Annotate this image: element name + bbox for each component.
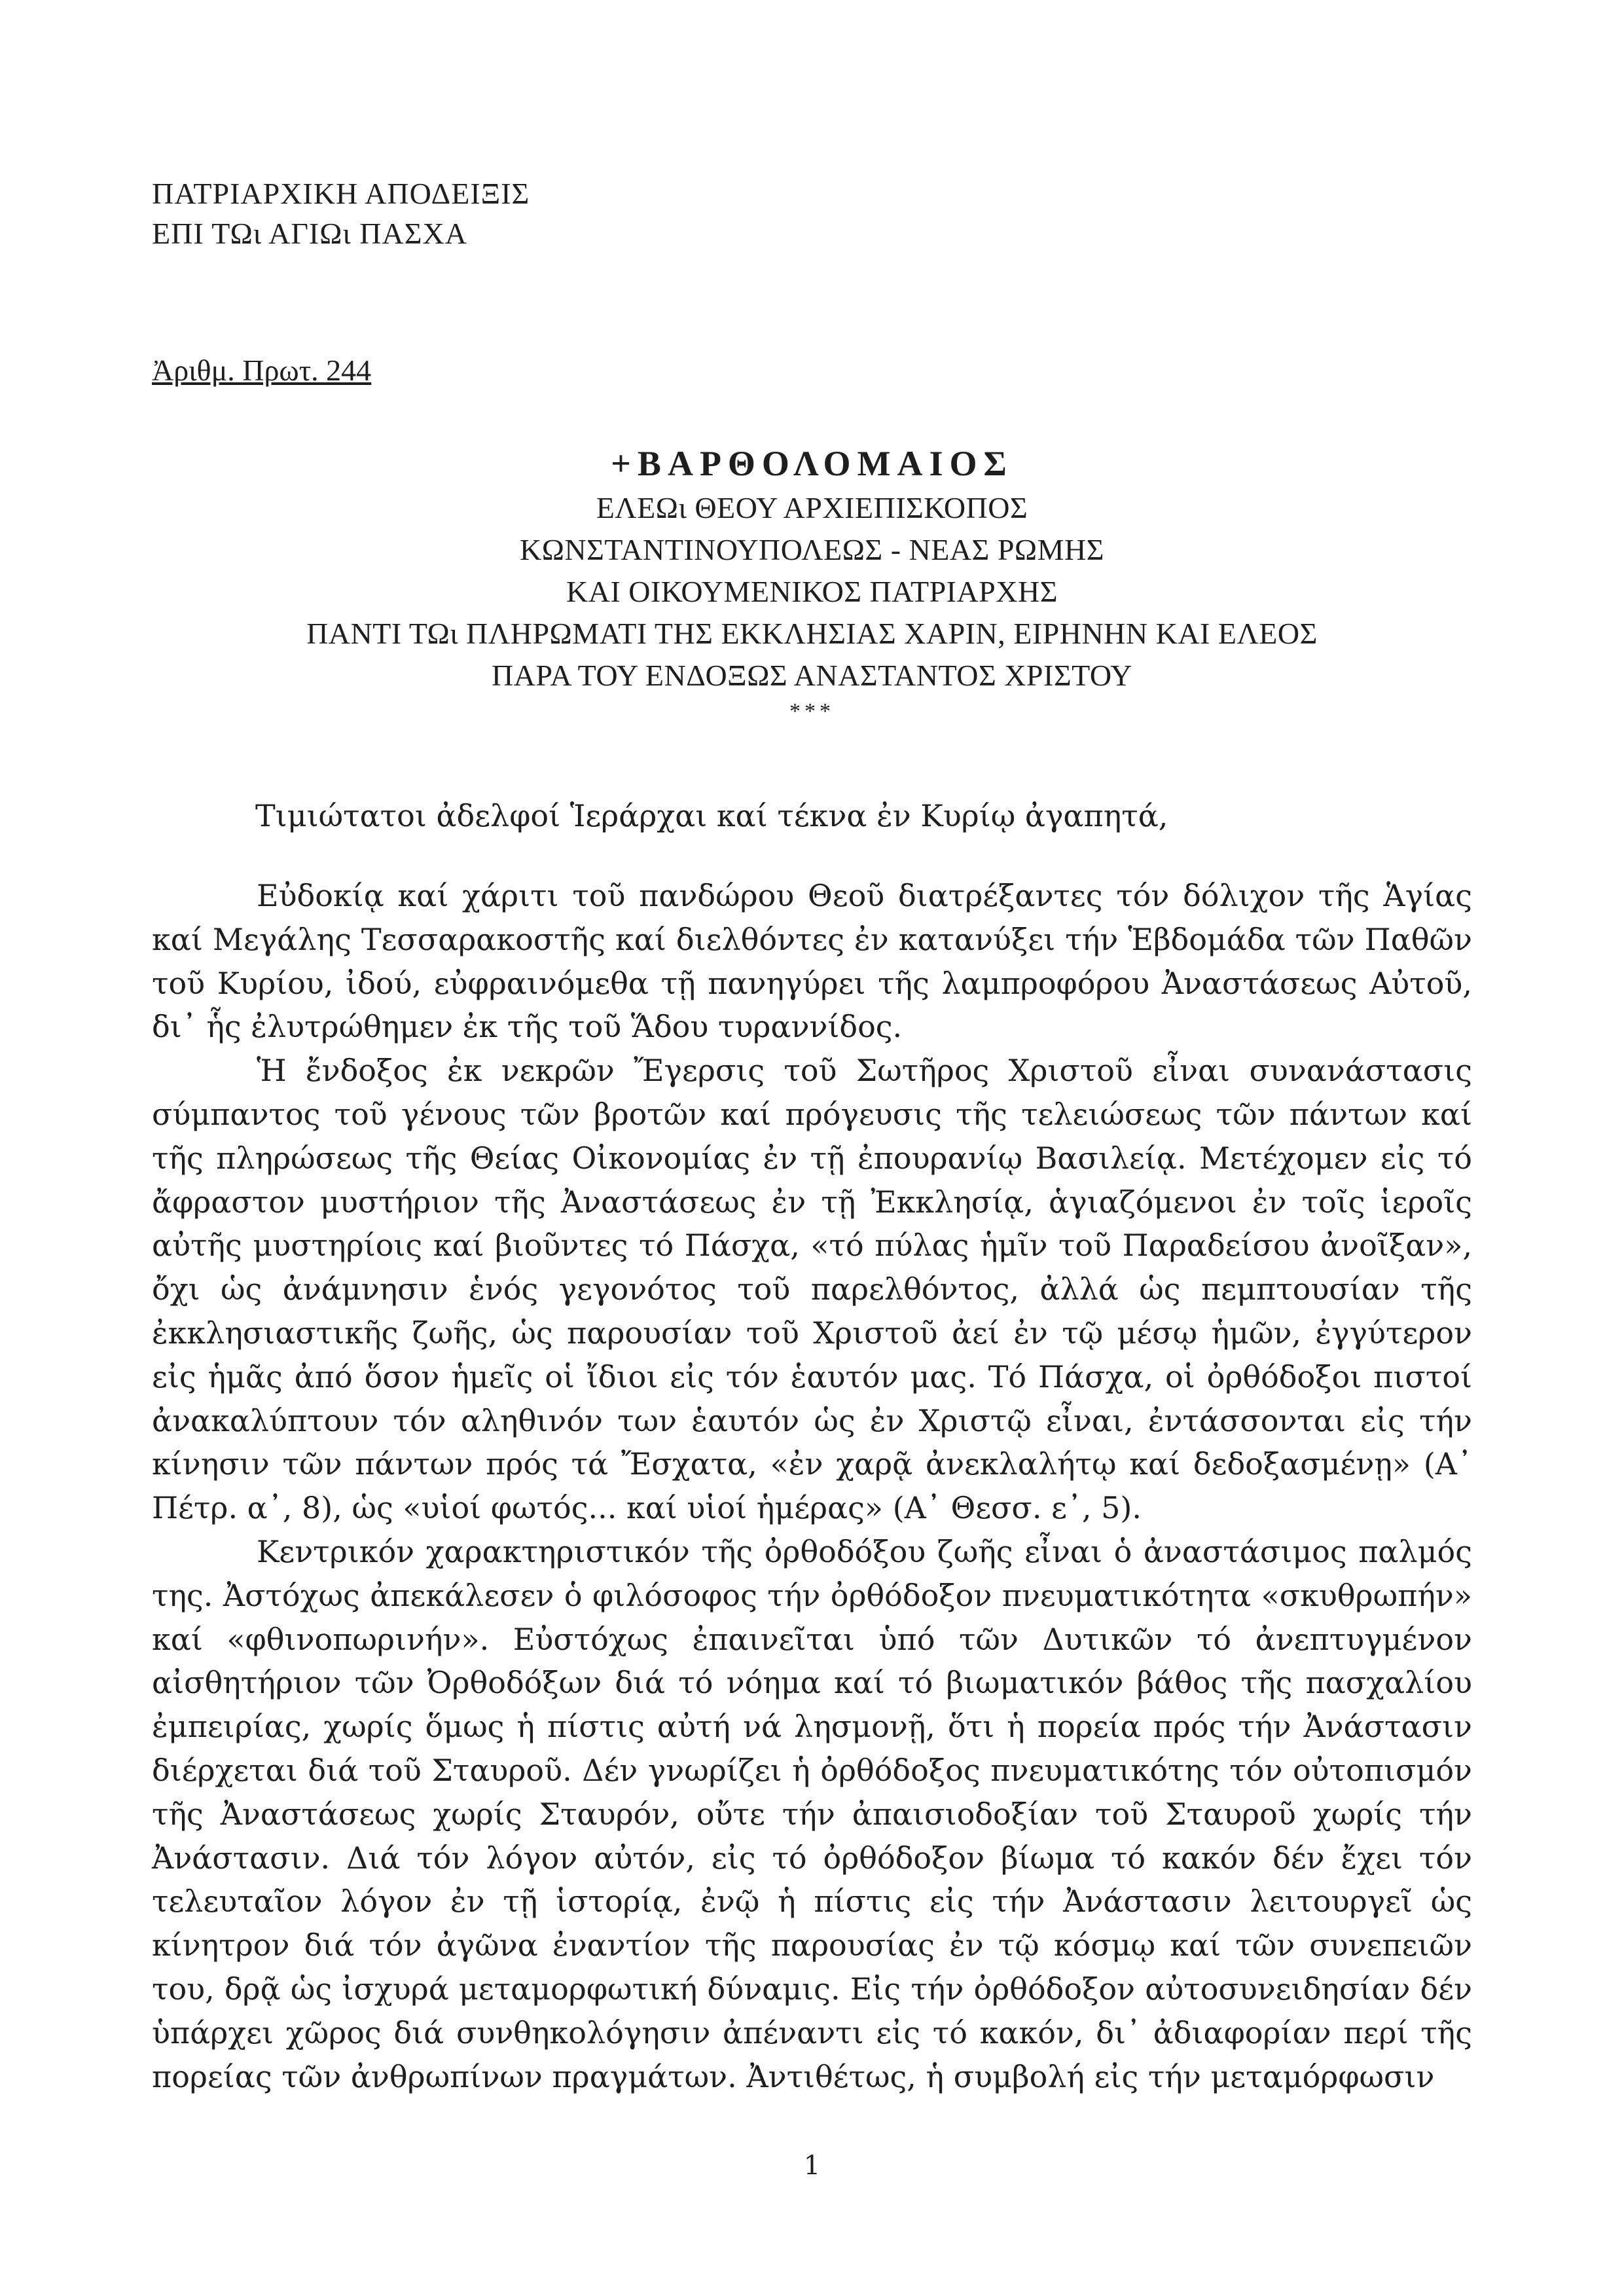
title-line-2: ΚΩΝΣΤΑΝΤΙΝΟΥΠΟΛΕΩΣ - ΝΕΑΣ ΡΩΜΗΣ — [520, 533, 1104, 566]
title-line-4: ΠΑΝΤΙ ΤΩι ΠΛΗΡΩΜΑΤΙ ΤΗΣ ΕΚΚΛΗΣΙΑΣ ΧΑΡΙΝ, ΕΙΡΗΝΗΝ ΚΑΙ ΕΛΕΟΣ — [306, 617, 1318, 650]
title-line-5: ΠΑΡΑ ΤΟΥ ΕΝΔΟΞΩΣ ΑΝΑΣΤΑΝΤΟΣ ΧΡΙΣΤΟΥ — [491, 659, 1133, 692]
stars-separator: *** — [789, 699, 835, 723]
document-type-line-2: ΕΠΙ ΤΩι ΑΓΙΩι ΠΑΣΧΑ — [152, 217, 467, 250]
page-number: 1 — [803, 2151, 821, 2181]
body-text — [152, 874, 1472, 2098]
patriarch-signature: +ΒΑΡΘΟΛΟΜΑΙΟΣ — [611, 444, 1013, 483]
paragraph-3: Κεντρικόν χαρακτηριστικόν τῆς ὀρθοδόξου ζωῆς εἶναι ὁ ἀναστάσιμος παλμός της. Ἀστόχως ἀπεκάλεσεν ὁ φιλόσοφος τήν ὀρθόδοξον πνευματικότητα «σκυθρωπήν» καί «φθινοπωρινήν». Εὐστόχως ἐπαινεῖται ὑπό τῶν Δυτικῶν τό ἀνεπτυγμένον αἰσθητήριον τῶν Ὀρθοδόξων διά τό νόημα καί τό βιωματικόν βάθος τῆς πασχαλίου ἐμπειρίας, χωρίς ὅμως ἡ πίστις αὐτή νά λησμονῇ, ὅτι ἡ πορεία πρός τήν Ἀνάστασιν διέρχεται διά τοῦ Σταυροῦ. Δέν γνωρίζει ἡ ὀρθόδοξος πνευματικότης τόν οὐτοπισμόν τῆς Ἀναστάσεως χωρίς Σταυρόν, οὔτε τήν ἀπαισιοδοξίαν τοῦ Σταυροῦ χωρίς τήν Ἀνάστασιν. Διά τόν λόγον αὐτόν, εἰς τό ὀρθόδοξον βίωμα τό κακόν δέν ἔχει τόν τελευταῖον λόγον ἐν τῇ ἱστορίᾳ, ἐνῷ ἡ πίστις εἰς τήν Ἀνάστασιν λειτουργεῖ ὡς κίνητρον διά τόν ἀγῶνα ἐναντίον τῆς παρουσίας ἐν τῷ κόσμῳ καί τῶν συνεπειῶν του, δρᾷ ὡς ἰσχυρά μεταμορφωτική δύναμις. Εἰς τήν ὀρθόδοξον αὐτοσυνειδησίαν δέν ὑπάρχει χῶρος διά συνθηκολόγησιν ἀπέναντι εἰς τό κακόν, δι᾽ ἀδιαφορίαν περί τῆς πορείας τῶν ἀνθρωπίνων πραγμάτων. Ἀντιθέτως, ἡ συμβολή εἰς τήν μεταμόρφωσιν — [152, 1533, 1472, 2094]
title-block — [196, 440, 1428, 727]
protocol-number: Ἀριθμ. Πρωτ. 244 — [152, 354, 372, 387]
document-type-line-1: ΠΑΤΡΙΑΡΧΙΚΗ ΑΠΟΔΕΙΞΙΣ — [152, 177, 530, 210]
paragraph-1: Εὐδοκίᾳ καί χάριτι τοῦ πανδώρου Θεοῦ διατρέξαντες τόν δόλιχον τῆς Ἁγίας καί Μεγάλης Τεσσαρακοστῆς καί διελθόντες ἐν κατανύξει τήν Ἑβδομάδα τῶν Παθῶν τοῦ Κυρίου, ἰδού, εὐφραινόμεθα τῇ πανηγύρει τῆς λαμπροφόρου Ἀναστάσεως Αὐτοῦ, δι᾽ ἧς ἐλυτρώθημεν ἐκ τῆς τοῦ Ἅδου τυραννίδος. — [152, 878, 1472, 1045]
title-line-3: ΚΑΙ ΟΙΚΟΥΜΕΝΙΚΟΣ ΠΑΤΡΙΑΡΧΗΣ — [566, 575, 1058, 608]
title-line-1: ΕΛΕΩι ΘΕΟΥ ΑΡΧΙΕΠΙΣΚΟΠΟΣ — [596, 491, 1028, 524]
salutation: Τιμιώτατοι ἀδελφοί Ἱεράρχαι καί τέκνα ἐν Κυρίῳ ἀγαπητά, — [255, 798, 1168, 833]
paragraph-2: Ἡ ἔνδοξος ἐκ νεκρῶν Ἔγερσις τοῦ Σωτῆρος Χριστοῦ εἶναι συνανάστασις σύμπαντος τοῦ γένους τῶν βροτῶν καί πρόγευσις τῆς τελειώσεως τῶν πάντων καί τῆς πληρώσεως τῆς Θείας Οἰκονομίας ἐν τῇ ἐπουρανίῳ Βασιλείᾳ. Μετέχομεν εἰς τό ἄφραστον μυστήριον τῆς Ἀναστάσεως ἐν τῇ Ἐκκλησίᾳ, ἁγιαζόμενοι ἐν τοῖς ἱεροῖς αὐτῆς μυστηρίοις καί βιοῦντες τό Πάσχα, «τό πύλας ἡμῖν τοῦ Παραδείσου ἀνοῖξαν», ὄχι ὡς ἀνάμνησιν ἑνός γεγονότος τοῦ παρελθόντος, ἀλλά ὡς πεμπτουσίαν τῆς ἐκκλησιαστικῆς ζωῆς, ὡς παρουσίαν τοῦ Χριστοῦ ἀεί ἐν τῷ μέσῳ ἡμῶν, ἐγγύτερον εἰς ἡμᾶς ἀπό ὅσον ἡμεῖς οἱ ἴδιοι εἰς τόν ἑαυτόν μας. Τό Πάσχα, οἱ ὀρθόδοξοι πιστοί ἀνακαλύπτουν τόν αληθινόν των ἑαυτόν ὡς ἐν Χριστῷ εἶναι, ἐντάσσονται εἰς τήν κίνησιν τῶν πάντων πρός τά Ἔσχατα, «ἐν χαρᾷ ἀνεκλαλήτῳ καί δεδοξασμένῃ» (Α᾽ Πέτρ. α᾽, 8), ὡς «υἱοί φωτός... καί υἱοί ἡμέρας» (Α᾽ Θεσσ. ε᾽, 5). — [152, 1053, 1472, 1526]
